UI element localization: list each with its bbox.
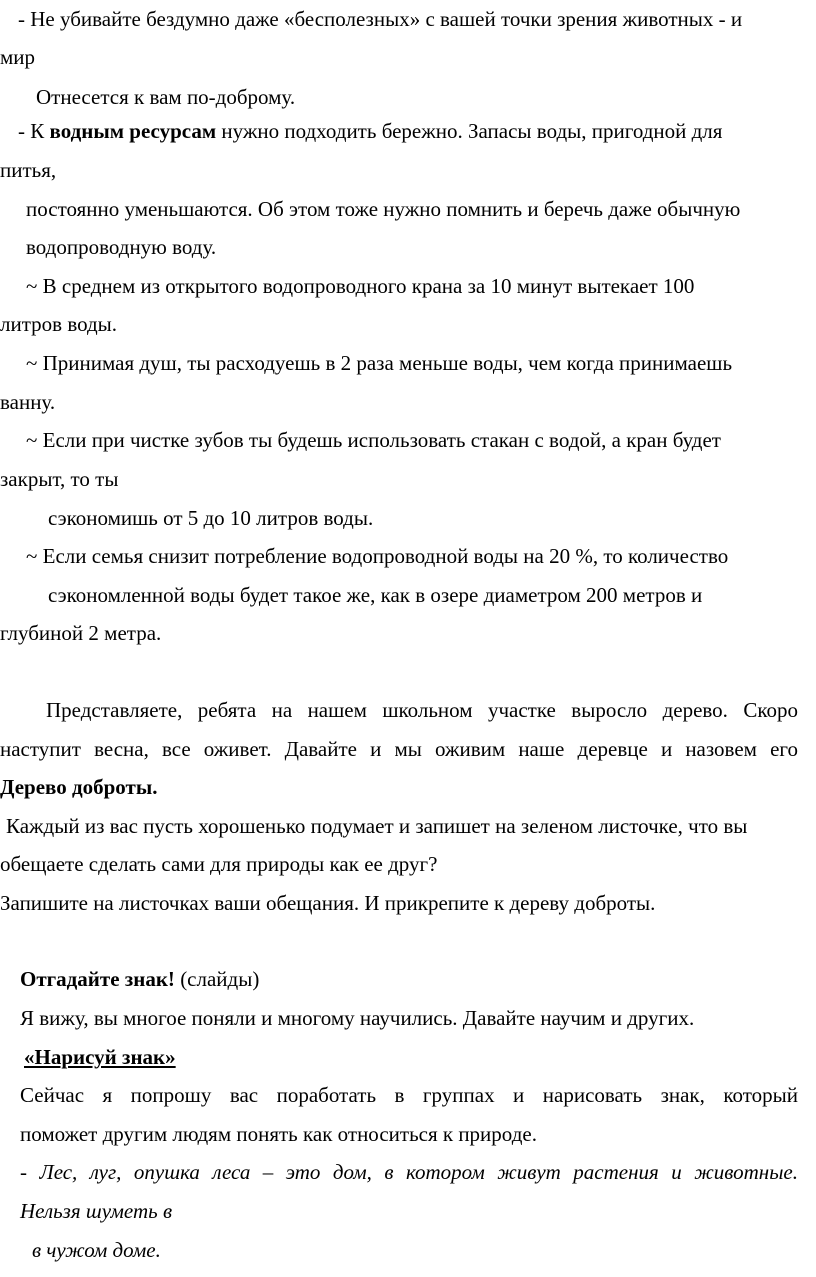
text-line: ванну. <box>0 390 56 414</box>
text-line: питья, <box>0 158 57 182</box>
italic-text: Нельзя шуметь в <box>20 1199 173 1223</box>
text-run: Представляете, ребята на нашем школьном участке выросло дерево. Скоро <box>46 698 798 722</box>
text-run: нужно подходить бережно. Запасы воды, пригодной для <box>216 119 723 143</box>
italic-text: - Лес, луг, опушка леса – это дом, в котором живут растения и животные. <box>20 1160 798 1184</box>
text-line: Сейчас я попрошу вас поработать в группах и нарисовать знак, который <box>20 1083 798 1107</box>
bold-term: Дерево доброты. <box>0 775 158 799</box>
text-line: обещаете сделать сами для природы как ее друг? <box>0 852 438 876</box>
text-line: - Не убивайте бездумно даже «бесполезных» с вашей точки зрения животных - и <box>18 7 743 31</box>
text-line <box>0 774 157 800</box>
text-line <box>24 1044 176 1070</box>
bold-term: водным ресурсам <box>49 119 217 143</box>
text-line: Отнесется к вам по-доброму. <box>36 85 296 109</box>
text-line: ~ Если семья снизит потребление водопроводной воды на 20 %, то количество <box>26 544 729 568</box>
text-line: постоянно уменьшаются. Об этом тоже нужно помнить и беречь даже обычную <box>26 197 741 221</box>
text-line: ~ В среднем из открытого водопроводного крана за 10 минут вытекает 100 <box>26 274 695 298</box>
text-line: глубиной 2 метра. <box>0 621 162 645</box>
text-line <box>20 966 259 992</box>
text-line: литров воды. <box>0 312 118 336</box>
text-line: ~ Принимая душ, ты расходуешь в 2 раза меньше воды, чем когда принимаешь <box>26 351 733 375</box>
text-line: поможет другим людям понять как относиться к природе. <box>20 1122 537 1146</box>
section-heading: «Нарисуй знак» <box>24 1045 176 1069</box>
text-line: ~ Если при чистке зубов ты будешь использовать стакан с водой, а кран будет <box>26 428 721 452</box>
text-run: (слайды) <box>174 967 260 991</box>
text-line: водопроводную воду. <box>26 235 217 259</box>
text-line: Я вижу, вы многое поняли и многому научились. Давайте научим и других. <box>20 1006 695 1030</box>
text-line <box>18 118 722 144</box>
text-line <box>20 1198 172 1224</box>
text-line: закрыт, то ты <box>0 467 119 491</box>
text-line: Запишите на листочках ваши обещания. И прикрепите к дереву доброты. <box>0 891 656 915</box>
text-line: сэкономишь от 5 до 10 литров воды. <box>48 506 374 530</box>
text-line <box>20 1159 798 1185</box>
text-line: наступит весна, все оживет. Давайте и мы оживим наше деревце и назовем его <box>0 737 798 761</box>
text-line: сэкономленной воды будет такое же, как в озере диаметром 200 метров и <box>48 583 703 607</box>
text-line: мир <box>0 45 36 69</box>
bold-term: Отгадайте знак! <box>20 967 175 991</box>
text-line: Каждый из вас пусть хорошенько подумает и запишет на зеленом листочке, что вы <box>6 814 748 838</box>
text-run: - К <box>18 119 50 143</box>
text-line <box>32 1237 161 1263</box>
text-line <box>0 697 798 723</box>
italic-text: в чужом доме. <box>32 1238 161 1262</box>
